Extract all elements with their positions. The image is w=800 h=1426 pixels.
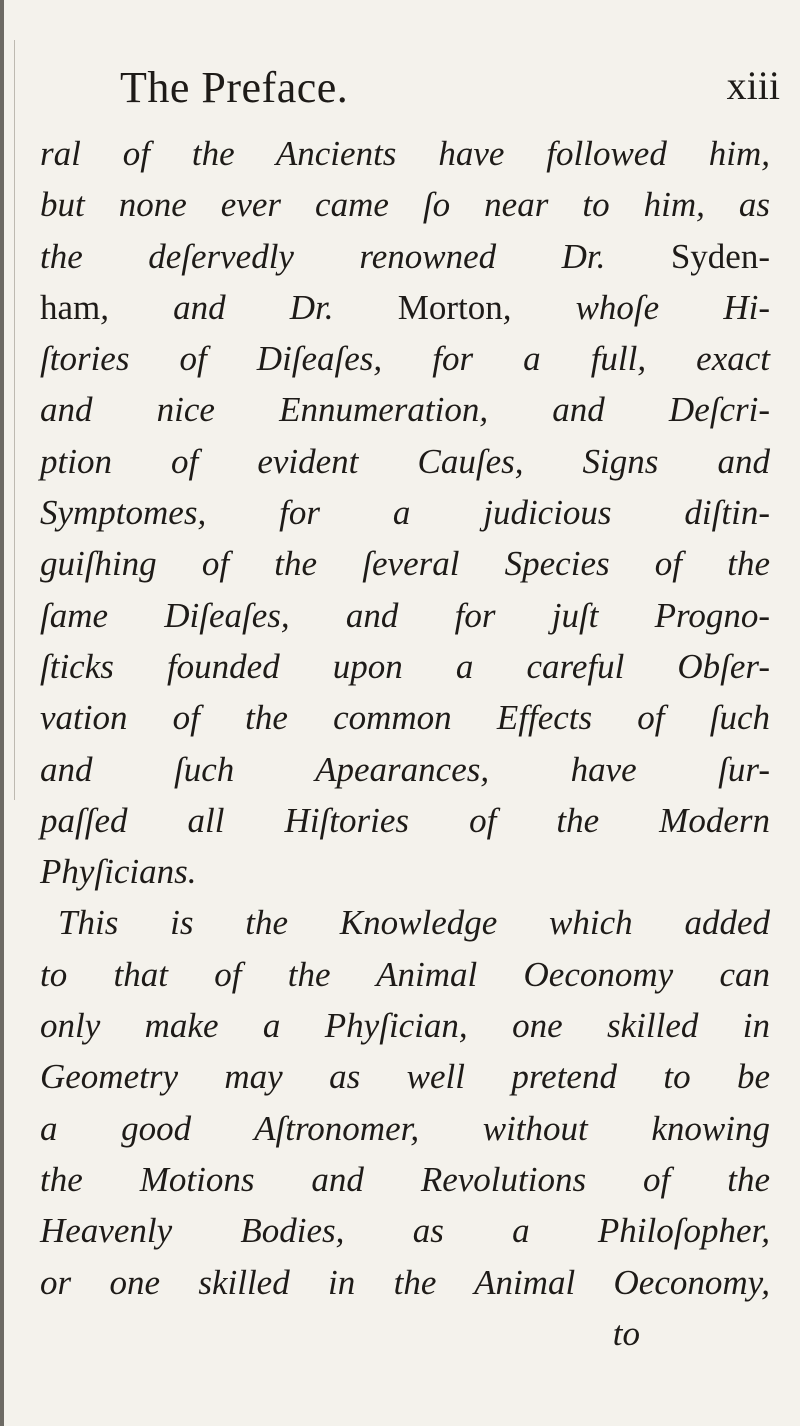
text-line [40,231,770,282]
text-line [40,590,770,641]
page-shadow-line [14,40,15,800]
italic-text-segment: or one skilled in the Animal Oeconomy, [40,1262,770,1302]
italic-text-segment: , and Dr. [100,287,398,327]
italic-text-segment: ſticks founded upon a careful Obſer- [40,646,770,686]
italic-text-segment: guiſhing of the ſeveral Species of the [40,544,770,584]
text-line [40,1205,770,1256]
italic-text-segment: and nice Ennumeration, and Deſcri- [40,390,770,430]
roman-text-segment: ham [40,287,101,327]
italic-text-segment: ſtories of Diſeaſes, for a full, exact [40,339,770,379]
italic-text-segment: paſſed all Hiſtories of the Modern [40,800,770,840]
running-header [40,62,780,122]
text-line [40,487,770,538]
body-text [40,128,770,1359]
italic-text-segment: This is the Knowledge which added [58,903,770,943]
italic-text-segment: ral of the Ancients have followed him, [40,134,770,173]
italic-text-segment: but none ever came ſo near to him, as [40,185,770,225]
text-line [40,384,770,435]
text-line [40,641,770,692]
text-line [40,179,770,230]
text-line [40,538,770,589]
text-line [40,1051,770,1102]
italic-text-segment: to that of the Animal Oeconomy can [40,954,770,994]
text-line [40,795,770,846]
italic-text-segment: Heavenly Bodies, as a Philoſopher, [40,1211,770,1251]
page-number: xiii [726,63,780,108]
italic-text-segment: vation of the common Effects of ſuch [40,698,770,738]
text-line [40,846,770,897]
running-title: The Preface. [120,63,349,112]
text-line [40,1154,770,1205]
italic-text-segment: and ſuch Apearances, have ſur- [40,749,770,789]
italic-text-segment: Phyſicians. [40,852,197,892]
text-line [40,1000,770,1051]
roman-text-segment: Syden- [670,236,770,276]
text-line [40,744,770,795]
italic-text-segment: the Motions and Revolutions of the [40,1159,770,1199]
text-line [40,1308,770,1359]
italic-text-segment: ſame Diſeaſes, and for juſt Progno- [40,595,770,635]
page-binding-edge [0,0,4,1426]
italic-text-segment: , whoſe Hi- [502,287,770,327]
text-line [40,128,770,179]
italic-text-segment: ption of evident Cauſes, Signs and [40,441,770,481]
italic-text-segment: Geometry may as well pretend to be [40,1057,770,1097]
italic-text-segment: the deſervedly renowned Dr. [40,236,671,276]
text-line [40,1103,770,1154]
italic-text-segment: Symptomes, for a judicious diſtin- [40,493,770,533]
italic-text-segment: to [612,1313,640,1353]
text-line [40,333,770,384]
italic-text-segment: only make a Phyſician, one skilled in [40,1006,770,1046]
text-line [40,282,770,333]
text-line [40,436,770,487]
text-line [40,949,770,1000]
text-line [40,897,770,948]
roman-text-segment: Morton [397,287,503,327]
text-line [40,692,770,743]
italic-text-segment: a good Aſtronomer, without knowing [40,1108,770,1148]
text-line [40,1257,770,1308]
